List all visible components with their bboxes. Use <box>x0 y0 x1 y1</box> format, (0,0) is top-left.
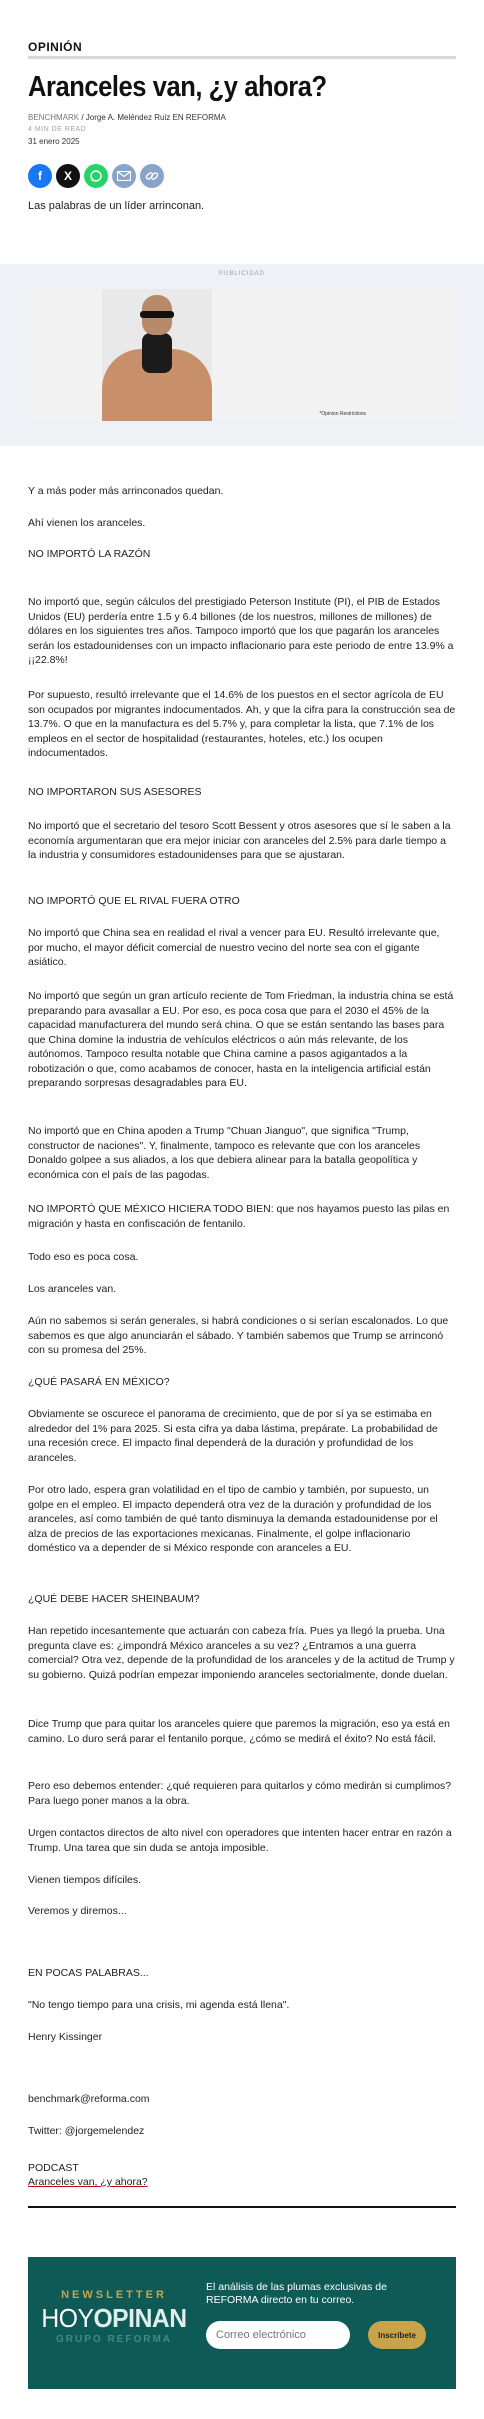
paragraph: Pero eso debemos entender: ¿qué requieren para quitarlos y cómo medirán si cumplimos? Para luego poner manos a la obra. <box>28 1780 452 1807</box>
whatsapp-icon[interactable] <box>84 164 108 188</box>
paragraph: Aún no sabemos si serán generales, si habrá condiciones o si serían escalonados. Lo que sabemos es que algo anunciarán el sábado. Y también sabemos que Trump se arrinconó con su promesa del 25%. <box>28 1315 449 1356</box>
section-heading: ¿QUÉ DEBE HACER SHEINBAUM? <box>28 1593 200 1605</box>
paragraph: Por otro lado, espera gran volatilidad en el tipo de cambio y también, por supuesto, un golpe en el empleo. El impacto dependerá otra vez de la duración y profundidad de los aranceles, así como también de qué tanto disminuya la demanda estadounidense por el alza de precios de las exportaciones mexicanas. Finalmente, el golpe inflacionario doméstico va a depender de si México responde con aranceles a EU. <box>28 1484 438 1554</box>
paragraph: No importó que China sea en realidad el rival a vencer para EU. Resultó irrelevante que, por mucho, el mayor déficit comercial de nuestro vecino del norte sea con el gigante asiático. <box>28 927 440 968</box>
paragraph: No importó que según un gran artículo reciente de Tom Friedman, la industria china se está preparando para avasallar a EU. Por eso, es poca cosa que para el 2030 el 45% de la capacidad manufacturera del mundo será china. O que se están sentando las bases para que China domine la industria de vehículos eléctricos o aún más relevante, de los autónomos. Tampoco resulta notable que China camine a pasos agigantados a la robotización o que, como acabamos de conocer, hasta en la inteligencia artificial están preparando sorpresas desagradables para EU. <box>28 990 454 1089</box>
publish-date: 31 enero 2025 <box>28 137 80 146</box>
paragraph: Dice Trump que para quitar los aranceles quiere que paremos la migración, eso ya está en camino. Lo duro será parar el fentanilo porque, ¿cómo se medirá el éxito? No está fácil. <box>28 1718 450 1745</box>
quote: "No tengo tiempo para una crisis, mi agenda está llena". <box>28 1999 290 2011</box>
newsletter-logo-light: HOY <box>41 2303 94 2333</box>
article-subtitle: Las palabras de un líder arrinconan. <box>28 200 205 212</box>
x-icon[interactable]: X <box>56 164 80 188</box>
newsletter-tag: NEWSLETTER <box>61 2289 167 2301</box>
quote-author: Henry Kissinger <box>28 2031 103 2043</box>
author-name[interactable]: / Jorge A. Meléndez Ruiz EN REFORMA <box>79 113 226 122</box>
paragraph: Todo eso es poca cosa. <box>28 1251 139 1263</box>
share-bar <box>28 164 164 188</box>
ad-label: PUBLICIDAD <box>218 271 265 277</box>
byline <box>28 113 226 122</box>
podcast-label: PODCAST <box>28 2162 79 2174</box>
newsletter-banner <box>28 2257 456 2389</box>
paragraph: Ahí vienen los aranceles. <box>28 517 146 529</box>
section-heading: EN POCAS PALABRAS... <box>28 1967 149 1979</box>
ad-image <box>102 289 212 421</box>
paragraph: Veremos y diremos... <box>28 1905 127 1917</box>
ad-model-sunglasses <box>140 311 174 318</box>
paragraph: Los aranceles van. <box>28 1283 117 1295</box>
newsletter-logo-bold: OPINAN <box>93 2303 187 2333</box>
ad-caption: *Opinion Restrictions <box>319 411 366 417</box>
paragraph: NO IMPORTÓ QUE MÉXICO HICIERA TODO BIEN: que nos hayamos puesto las pilas en migración y hasta en confiscación de fentanilo. <box>28 1203 450 1230</box>
newsletter-subscribe-button[interactable]: Inscríbete <box>368 2321 426 2349</box>
page-title: Aranceles van, ¿y ahora? <box>28 71 327 103</box>
author-twitter[interactable]: Twitter: @jorgemelendez <box>28 2125 145 2137</box>
read-time: 4 MIN DE READ <box>28 126 87 133</box>
paragraph: Vienen tiempos difíciles. <box>28 1874 142 1886</box>
newsletter-brand-sub: GRUPO REFORMA <box>56 2334 172 2345</box>
top-divider <box>28 56 456 59</box>
bottom-divider <box>28 2206 456 2208</box>
facebook-icon[interactable]: f <box>28 164 52 188</box>
ad-model-collar <box>142 333 172 373</box>
newsletter-description: El análisis de las plumas exclusivas de REFORMA directo en tu correo. <box>206 2281 387 2306</box>
paragraph: Obviamente se oscurece el panorama de crecimiento, que de por sí ya se estimaba en alrededor del 1% para 2025. Si esta cifra ya daba lástima, prepárate. La probabilidad de una recesión crece. El impacto final dependerá de la duración y profundidad de los aranceles. <box>28 1408 438 1464</box>
author-email[interactable]: benchmark@reforma.com <box>28 2093 150 2105</box>
paragraph: Por supuesto, resultó irrelevante que el 14.6% de los puestos en el sector agrícola de EU son ocupados por migrantes indocumentados. Ah, y que la cifra para la construcción sea de 13.7%. O que en la manufactura es del 5.7% y, para completar la lista, que 7.1% de los empleos en el sector de hospitalidad (restaurantes, hoteles, etc.) los ocupen indocumentados. <box>28 689 456 759</box>
newsletter-logo <box>32 2303 195 2334</box>
link-icon[interactable] <box>140 164 164 188</box>
paragraph: Y a más poder más arrinconados quedan. <box>28 485 224 497</box>
section-heading: NO IMPORTÓ LA RAZÓN <box>28 548 151 560</box>
newsletter-email-input[interactable] <box>206 2321 350 2349</box>
podcast-link[interactable]: Aranceles van, ¿y ahora? <box>28 2176 148 2188</box>
column-name[interactable]: BENCHMARK <box>28 113 80 122</box>
paragraph: No importó que, según cálculos del prestigiado Peterson Institute (PI), el PIB de Estados Unidos (EU) perdería entre 1.5 y 6.4 billones (de los nuestros, millones de millones) de dólares en los siguientes tres años. Tampoco importó que los que pagarán los aranceles serán los estadounidenses con un impacto inflacionario para este periodo de entre 13.9% a ¡¡22.8%! <box>28 596 454 666</box>
paragraph: No importó que en China apoden a Trump "Chuan Jianguo", que significa "Trump, constructor de naciones". Y, finalmente, tampoco es relevante que con los aranceles Donaldo golpee a sus aliados, a los que debiera alinear para la batalla geopolítica y económica con el país de las pagodas. <box>28 1125 421 1181</box>
paragraph: Han repetido incesantemente que actuarán con cabeza fría. Pues ya llegó la prueba. Una pregunta clave es: ¿impondrá México aranceles a su vez? ¿Entramos a una guerra comercial? Otra vez, depende de la profundidad de los aranceles y de la actitud de Trump y su gobierno. Quizá podrían empezar imponiendo aranceles sectorialmente, donde duelan. <box>28 1625 455 1681</box>
section-heading: ¿QUÉ PASARÁ EN MÉXICO? <box>28 1376 170 1388</box>
section-heading: NO IMPORTÓ QUE EL RIVAL FUERA OTRO <box>28 895 240 907</box>
paragraph: Urgen contactos directos de alto nivel con operadores que intenten hacer entrar en razón a Trump. Una tarea que sin duda se antoja imposible. <box>28 1827 452 1854</box>
paragraph: No importó que el secretario del tesoro Scott Bessent y otros asesores que sí le saben a la economía argumentaran que era mejor iniciar con aranceles del 2.5% para darle tiempo a la industria y consumidores estadounidenses para que se ajustaran. <box>28 820 451 861</box>
ad-banner[interactable] <box>28 289 456 421</box>
section-heading: NO IMPORTARON SUS ASESORES <box>28 786 202 798</box>
email-icon[interactable] <box>112 164 136 188</box>
section-label[interactable]: OPINIÓN <box>28 40 83 54</box>
